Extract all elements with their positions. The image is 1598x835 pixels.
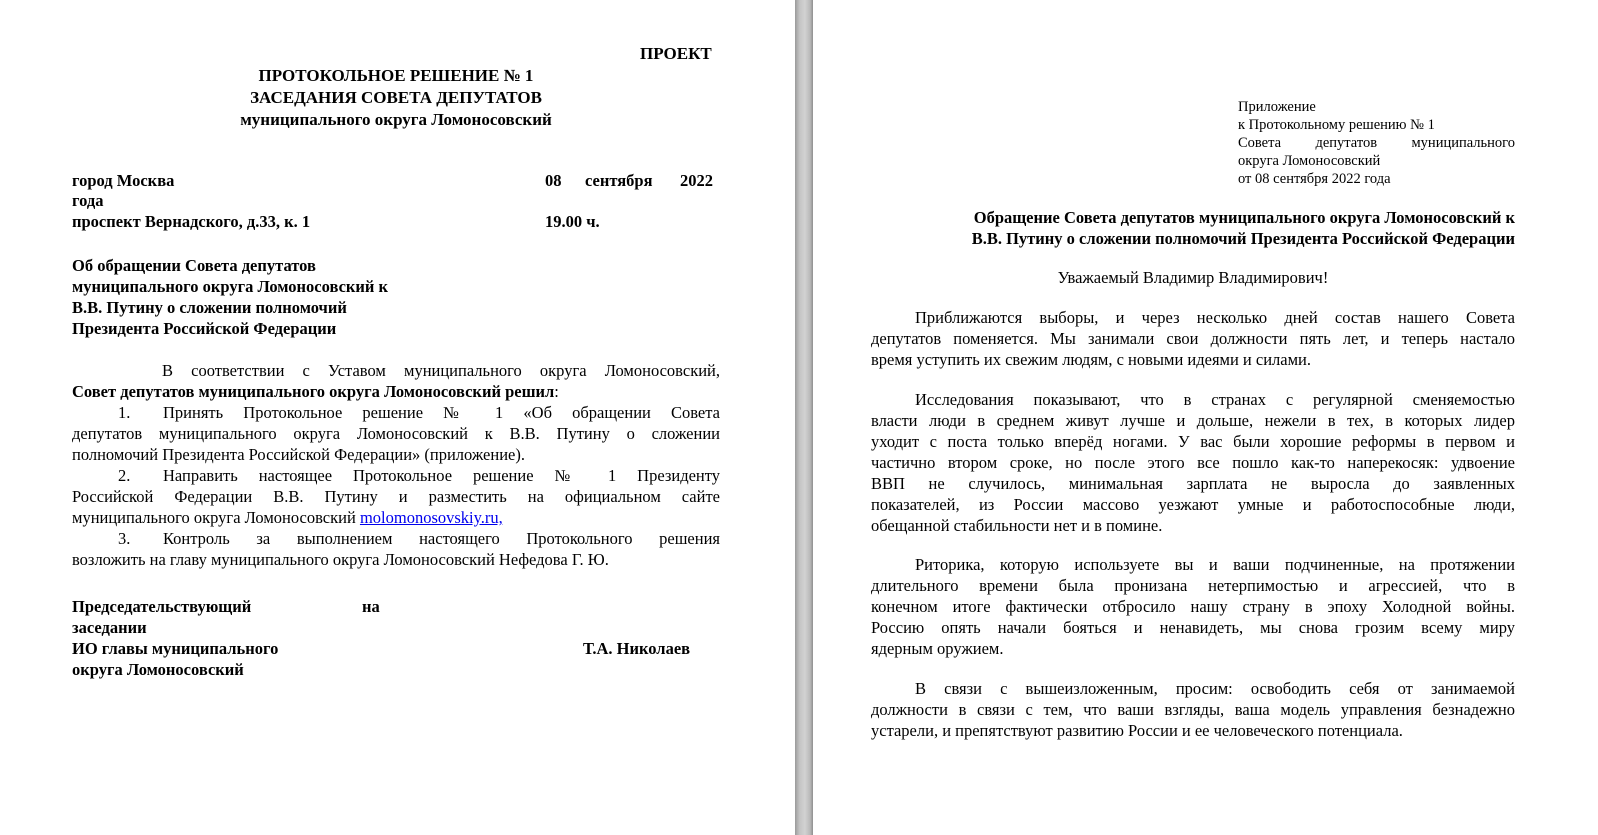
paragraph-line: уходит с поста только вперёд ногами. У вас были хорошие реформы в первом и	[871, 432, 1515, 451]
date-year: 2022	[680, 171, 713, 190]
date-month: сентября	[585, 171, 653, 190]
paragraph-line: депутатов поменяется. Мы занимали свои должности пять лет, и теперь настало	[871, 329, 1515, 348]
decision-subject	[72, 255, 388, 339]
appendix-line: округа Ломоносовский	[1238, 153, 1381, 169]
item-1	[72, 402, 720, 423]
title-line-3: муниципального округа Ломоносовский	[240, 110, 552, 129]
signature-chair: Председательствующий	[72, 597, 252, 616]
title-line-2: ЗАСЕДАНИЯ СОВЕТА ДЕПУТАТОВ	[250, 88, 542, 107]
appeal-paragraph-1	[871, 307, 1515, 370]
meeting-time: 19.00 ч.	[545, 212, 600, 231]
item-2	[72, 465, 720, 486]
item-number: 3.	[118, 529, 131, 548]
intro-line: В соответствии с Уставом муниципального округа Ломоносовский,	[162, 361, 720, 380]
website-link[interactable]: molomonosovskiy.ru,	[359, 508, 503, 527]
greeting: Уважаемый Владимир Владимирович!	[1057, 268, 1329, 287]
item-2-line-3	[72, 507, 720, 528]
address: проспект Вернадского, д.33, к. 1	[72, 212, 311, 231]
signature-na: на	[362, 597, 380, 616]
appendix-line: Приложение	[1238, 99, 1316, 115]
item-1-line-2: депутатов муниципального округа Ломоносовский к В.В. Путину о сложении	[72, 424, 720, 443]
date-suffix: года	[72, 191, 104, 210]
signature-role-2: округа Ломоносовский	[72, 660, 244, 679]
appendix-page	[813, 0, 1598, 835]
paragraph-line: показателей, из России массово уезжают умные и работоспособные люди,	[871, 495, 1515, 514]
city: город Москва	[72, 171, 175, 190]
appeal-heading	[871, 207, 1515, 249]
paragraph-line: ядерным оружием.	[871, 639, 1004, 658]
subject-line: Об обращении Совета депутатов	[72, 256, 316, 275]
paragraph-line: частично втором сроке, но после этого все пошло как-то наперекосяк: удвоение	[871, 453, 1515, 472]
signature-meeting: заседании	[72, 618, 147, 637]
subject-line: Президента Российской Федерации	[72, 319, 337, 338]
appendix-line: от 08 сентября 2022 года	[1238, 171, 1391, 187]
signature-name: Т.А. Николаев	[583, 639, 691, 658]
appendix-line: Совета депутатов муниципального	[1238, 135, 1515, 151]
signature-role-1: ИО главы муниципального	[72, 639, 279, 658]
item-text: Контроль за выполнением настоящего Протокольного решения	[163, 529, 720, 548]
paragraph-line: время уступить их свежим людям, с новыми идеями и силами.	[871, 350, 1311, 369]
paragraph-line: Россию опять начали бояться и ненавидеть, мы снова грозим всему миру	[871, 618, 1515, 637]
decision-body	[72, 360, 720, 570]
project-label: ПРОЕКТ	[640, 44, 712, 63]
page-separator	[795, 0, 813, 835]
appendix-line: к Протокольному решению № 1	[1238, 117, 1435, 133]
paragraph-line: длительного времени была пронизана нетерпимостью и агрессией, что в	[871, 576, 1515, 595]
appendix-header	[1238, 98, 1515, 188]
intro-colon: :	[554, 382, 559, 401]
item-text: Направить настоящее Протокольное решение № 1 Президенту	[163, 466, 720, 485]
title-line-1: ПРОТОКОЛЬНОЕ РЕШЕНИЕ № 1	[258, 66, 534, 85]
appeal-paragraph-4	[871, 678, 1515, 741]
item-1-line-3: полномочий Президента Российской Федерации» (приложение).	[72, 445, 525, 464]
item-text: Принять Протокольное решение № 1 «Об обращении Совета	[163, 403, 720, 422]
paragraph-line: Риторика, которую используете вы и ваши подчиненные, на протяжении	[915, 555, 1515, 574]
paragraph-line: Исследования показывают, что в странах с регулярной сменяемостью	[915, 390, 1515, 409]
item-number: 1.	[118, 403, 131, 422]
item-3-line-2: возложить на главу муниципального округа Ломоносовский Нефедова Г. Ю.	[72, 550, 609, 569]
item-2-line-2: Российской Федерации В.В. Путину и разместить на официальном сайте	[72, 487, 720, 506]
item-text: муниципального округа Ломоносовский	[72, 508, 360, 527]
paragraph-line: должности в связи с тем, что ваши взгляды, ваша модель управления безнадежно	[871, 700, 1515, 719]
paragraph-line: ВВП не случилось, минимальная зарплата не выросла до заявленных	[871, 474, 1515, 493]
paragraph-line: обещанной стабильности нет и в помине.	[871, 516, 1163, 535]
paragraph-line: власти люди в среднем живут лучше и дольше, нежели в тех, в которых лидер	[871, 411, 1515, 430]
item-number: 2.	[118, 466, 131, 485]
appeal-paragraph-2	[871, 389, 1515, 536]
date-day: 08	[545, 171, 562, 190]
subject-line: муниципального округа Ломоносовский к	[72, 277, 389, 296]
intro-resolution	[72, 381, 720, 402]
paragraph-line: конечном итоге фактически отбросило нашу страну в эпоху Холодной войны.	[871, 597, 1515, 616]
intro-bold: Совет депутатов муниципального округа Ломоносовский решил	[72, 382, 555, 401]
appeal-paragraph-3	[871, 554, 1515, 659]
paragraph-line: устарели, и препятствуют развитию России и ее человеческого потенциала.	[871, 721, 1403, 740]
item-3	[72, 528, 720, 549]
heading-line: В.В. Путину о сложении полномочий Президента Российской Федерации	[971, 229, 1515, 248]
paragraph-line: В связи с вышеизложенным, просим: освободить себя от занимаемой	[915, 679, 1515, 698]
document-title	[72, 65, 720, 131]
protocol-decision-page	[0, 0, 795, 835]
paragraph-line: Приближаются выборы, и через несколько дней состав нашего Совета	[915, 308, 1515, 327]
heading-line: Обращение Совета депутатов муниципального округа Ломоносовский к	[973, 208, 1515, 227]
subject-line: В.В. Путину о сложении полномочий	[72, 298, 347, 317]
